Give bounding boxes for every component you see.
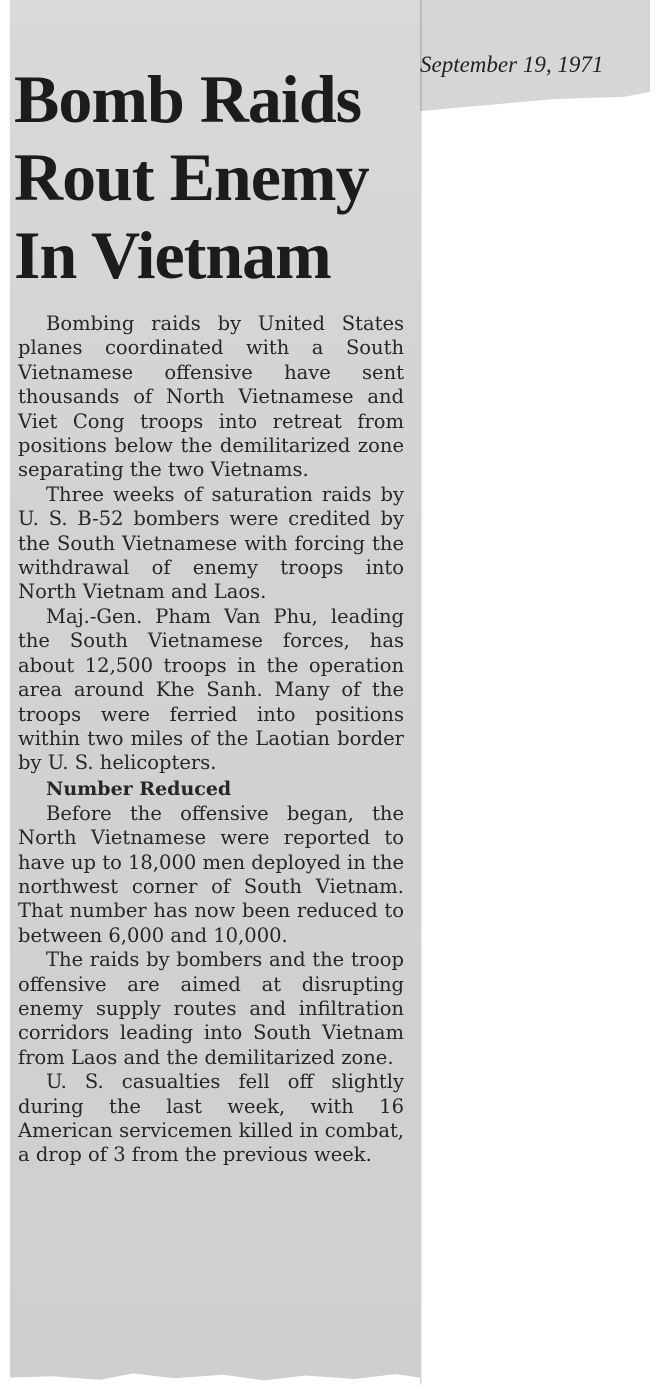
headline-line-1: Bomb Raids <box>14 61 362 137</box>
paragraph-3: Maj.-Gen. Pham Van Phu, leading the South Vietnamese forces, has about 12,500 troops in the operation area around Khe Sanh. Many of the troops were ferried into positions within two miles of the Laotian border by U. S. helicopters. <box>18 604 404 775</box>
subheading: Number Reduced <box>46 777 232 800</box>
headline <box>14 60 414 294</box>
paragraph-1: Bombing raids by United States planes coordinated with a South Vietnamese offensive have sent thousands of North Vietnamese and Viet Cong troops into retreat from positions below the demilitarized zone separating the two Vietnams. <box>18 312 404 482</box>
handwritten-date: September 19, 1971 <box>420 52 604 77</box>
article-body <box>18 312 404 1168</box>
paragraph-4: Before the offensive began, the North Vietnamese were reported to have up to 18,000 men deployed in the northwest corner of South Vietnam. That number has now been reduced to between 6,000 and 10,000. <box>18 801 404 947</box>
paragraph-5: The raids by bombers and the troop offensive are aimed at disrupting enemy supply routes and infiltration corridors leading into South Vietnam from Laos and the demilitarized zone. <box>18 948 404 1069</box>
headline-line-3: In Vietnam <box>14 217 331 293</box>
paragraph-2: Three weeks of saturation raids by U. S. B-52 bombers were credited by the South Vietnamese with forcing the withdrawal of enemy troops into North Vietnam and Laos. <box>18 482 404 604</box>
headline-line-2: Rout Enemy <box>14 139 369 215</box>
paragraph-6: U. S. casualties fell off slightly during the last week, with 16 American servicemen killed in combat, a drop of 3 from the previous week. <box>18 1070 404 1167</box>
